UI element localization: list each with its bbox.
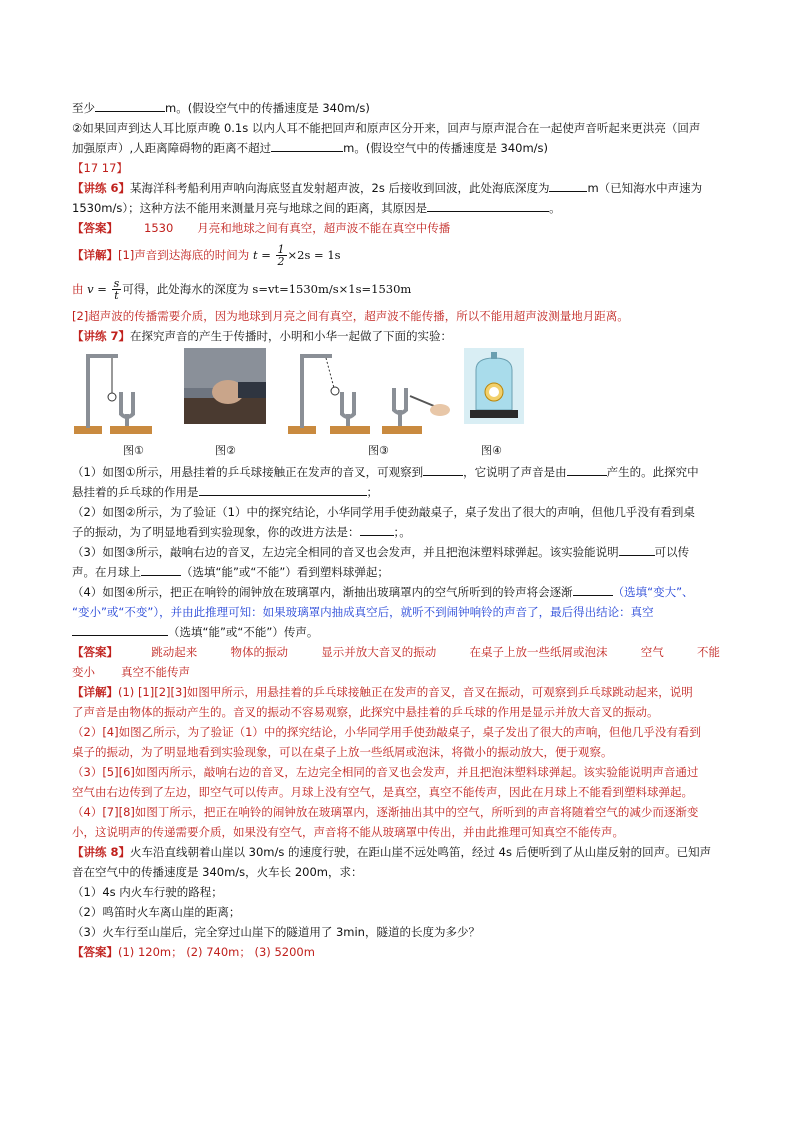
answer-line: 变小 真空不能传声 bbox=[72, 665, 190, 679]
answer-line: 【17 17】 bbox=[72, 161, 128, 175]
detail-line: 小，这说明声的传递需要介质，如果没有空气，声音将不能从玻璃罩中传出，并由此推理可知真空不能传声。 bbox=[72, 825, 624, 839]
answer-blank bbox=[573, 583, 613, 596]
question-7: 【讲练 7】在探究声音的产生于传播时，小明和小华一起做了下面的实验： bbox=[72, 329, 453, 343]
text-line: （4）如图④所示，把正在响铃的闹钟放在玻璃罩内，渐抽出玻璃罩内的空气所听到的铃声将会逐渐 （选填“变大”、 bbox=[72, 585, 694, 599]
question-label: 【讲练 7】 bbox=[72, 329, 131, 343]
question-6: 【讲练 6】某海洋科考船利用声呐向海底竖直发射超声波，2s 后接收到回波，此处海底深度为 m（已知海水中声速为 bbox=[72, 181, 703, 195]
detail-line: 了声音是由物体的振动产生的。音叉的振动不容易观察，此探究中悬挂着的乒乓球的作用是显示并放大音叉的振动。 bbox=[72, 705, 659, 719]
detail-line: （3）[5][6]如图丙所示，敲响右边的音叉，左边完全相同的音叉也会发声，并且把泡沫塑料球弹起。该实验能说明声音通过 bbox=[72, 765, 699, 779]
figure-caption: 图④ bbox=[481, 444, 502, 457]
detail-line: [2]超声波的传播需要介质，因为地球到月亮之间有真空，超声波不能传播，所以不能用超声波测量地月距离。 bbox=[72, 309, 629, 323]
question-label: 【讲练 8】 bbox=[72, 845, 131, 859]
figure-4-image bbox=[464, 348, 524, 424]
text-line: （选填“能”或“不能”）传声。 bbox=[72, 622, 724, 642]
question-8: 【讲练 8】火车沿直线朝着山崖以 30m/s 的速度行驶，在距山崖不远处鸣笛，经过 4s 后便听到了从山崖反射的回声。已知声 bbox=[72, 845, 712, 859]
answer-blank bbox=[549, 179, 587, 192]
figure-3-image bbox=[286, 348, 456, 438]
detail-line: 桌子的振动，为了明显地看到实验现象，可以在桌子上放一些纸屑或泡沫，将微小的振动放大，便于观察。 bbox=[72, 745, 613, 759]
detail-line: （2）[4]如图乙所示，为了验证（1）中的探究结论，小华同学用手使劲敲桌子，桌子发出了很大的声响，但他几乎没有看到 bbox=[72, 725, 701, 739]
text-line: “变小”或“不变”），并由此推理可知：如果玻璃罩内抽成真空后，就听不到闹钟响铃的声音了，最后得出结论：真空 bbox=[72, 605, 654, 619]
figure-caption: 图③ bbox=[368, 444, 389, 457]
text-line: 加强原声）,人距离障碍物的距离不超过 m。(假设空气中的传播速度是 340m/s) bbox=[72, 141, 549, 155]
text-line: 音在空气中的传播速度是 340m/s，火车长 200m，求： bbox=[72, 865, 363, 879]
text-line: 声。在月球上 （选填“能”或“不能”）看到塑料球弹起； bbox=[72, 565, 389, 579]
figure-caption: 图① bbox=[123, 444, 144, 457]
detail-line: 由 v = $\frac{s}{t}$ 可得，此处海水的深度为 s=vt=1530m/s×1s=1530m bbox=[72, 277, 412, 302]
answer-blank bbox=[271, 139, 343, 152]
detail-line: 【详解】(1) [1][2][3]如图甲所示，用悬挂着的乒乓球接触正在发声的音叉，音叉在振动，可观察到乒乓球跳动起来，说明 bbox=[72, 685, 693, 699]
text-line: 1530m/s）；这种方法不能用来测量月亮与地球之间的距离，其原因是 。 bbox=[72, 201, 561, 215]
answer-blank bbox=[360, 523, 394, 536]
answer-blank bbox=[72, 623, 168, 636]
document-page bbox=[72, 96, 724, 962]
text-line: ②如果回声到达人耳比原声晚 0.1s 以内人耳不能把回声和原声区分开来，回声与原声混合在一起使声音听起来更洪亮（回声 bbox=[72, 121, 701, 135]
answer-blank bbox=[199, 483, 367, 496]
answer-blank bbox=[427, 199, 549, 212]
answer-line: 【答案】 跳动起来 物体的振动 显示并放大音叉的振动 在桌子上放一些纸屑或泡沫 空气 不能 bbox=[72, 645, 720, 659]
answer-blank bbox=[95, 99, 165, 112]
text-line: 悬挂着的乒乓球的作用是 ； bbox=[72, 485, 378, 499]
figure-1-image bbox=[72, 348, 162, 438]
answer-line: 【答案】 1530 月亮和地球之间有真空，超声波不能在真空中传播 bbox=[72, 221, 451, 235]
figure-caption: 图② bbox=[215, 444, 236, 457]
text-line: （3）火车行至山崖后，完全穿过山崖下的隧道用了 3min，隧道的长度为多少？ bbox=[72, 925, 480, 939]
figure-2-image bbox=[184, 348, 266, 424]
text-line: （2）如图②所示，为了验证（1）中的探究结论，小华同学用手使劲敲桌子，桌子发出了很大的声响，但他几乎没有看到桌 bbox=[72, 505, 695, 519]
text-line: （1）4s 内火车行驶的路程； bbox=[72, 885, 223, 899]
answer-blank bbox=[567, 463, 607, 476]
detail-line: 【详解】[1]声音到达海底的时间为 t = $\frac{1}{2}$ ×2s = 1s bbox=[72, 243, 341, 268]
detail-line: 空气由右边传到了左边，即空气可以传声。月球上没有空气，是真空，真空不能传声，因此在月球上不能看到塑料球弹起。 bbox=[72, 785, 693, 799]
text-line: 子的振动，为了明显地看到实验现象，你的改进方法是： ；。 bbox=[72, 525, 411, 539]
answer-blank bbox=[619, 543, 655, 556]
text-line: （3）如图③所示，敲响右边的音叉，左边完全相同的音叉也会发声，并且把泡沫塑料球弹起。该实验能说明 可以传 bbox=[72, 545, 690, 559]
experiment-figures bbox=[72, 348, 724, 458]
text-line: （1）如图①所示，用悬挂着的乒乓球接触正在发声的音叉，可观察到 ，它说明了声音是由 产生的。此探究中 bbox=[72, 465, 699, 479]
question-label: 【讲练 6】 bbox=[72, 181, 131, 195]
text-line: （2）鸣笛时火车离山崖的距离； bbox=[72, 905, 241, 919]
answer-line: 【答案】(1) 120m； (2) 740m； (3) 5200m bbox=[72, 945, 315, 959]
answer-blank bbox=[141, 563, 181, 576]
detail-line: （4）[7][8]如图丁所示，把正在响铃的闹钟放在玻璃罩内，逐渐抽出其中的空气，所听到的声音将随着空气的减少而逐渐变 bbox=[72, 805, 699, 819]
answer-blank bbox=[423, 463, 463, 476]
text-line: 至少 m。(假设空气中的传播速度是 340m/s) bbox=[72, 101, 370, 115]
